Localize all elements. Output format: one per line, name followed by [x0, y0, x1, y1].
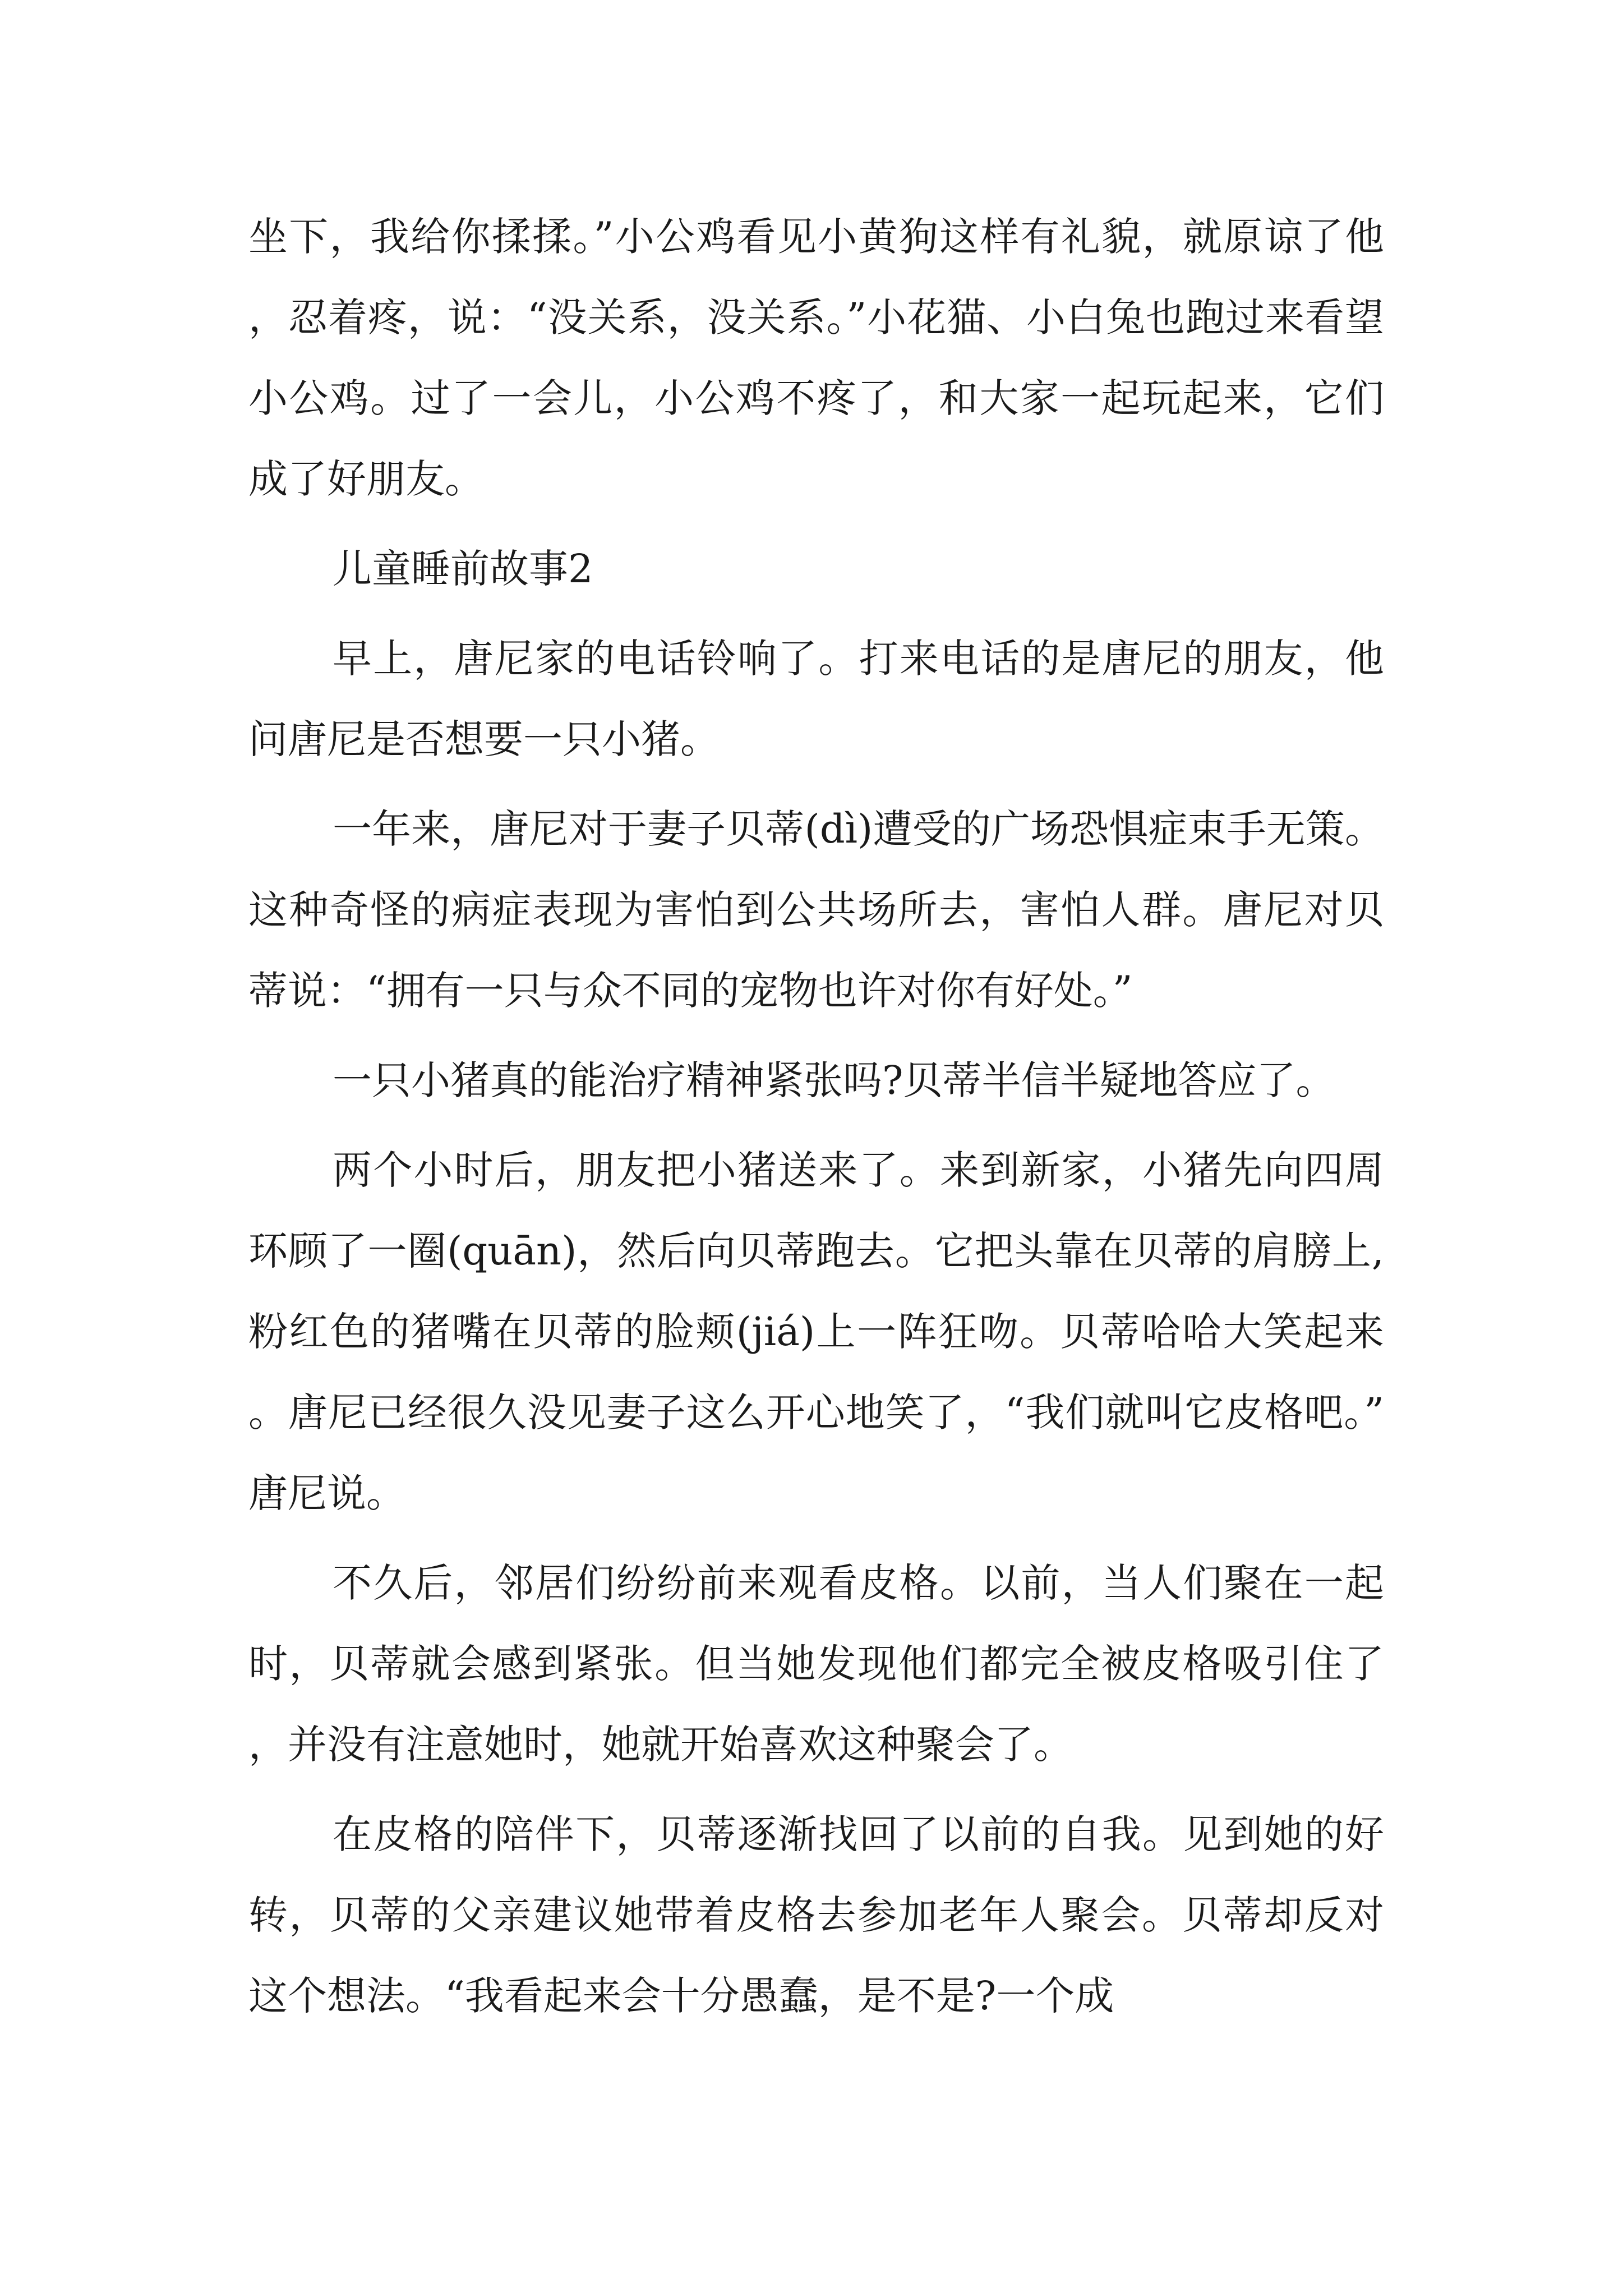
paragraph: 不久后，邻居们纷纷前来观看皮格。以前，当人们聚在一起时，贝蒂就会感到紧张。但当她发现他们都完全被皮格吸引住了，并没有注意她时，她就开始喜欢这种聚会了。 [248, 1560, 1384, 1768]
paragraph-continued: 坐下，我给你揉揉。”小公鸡看见小黄狗这样有礼貌，就原谅了他，忍着疼，说：“没关系，没关系。”小花猫、小白兔也跑过来看望小公鸡。过了一会儿，小公鸡不疼了，和大家一起玩起来，它们成了好朋友。 [248, 214, 1384, 502]
paragraph: 一年来，唐尼对于妻子贝蒂(dì)遭受的广场恐惧症束手无策。这种奇怪的病症表现为害怕到公共场所去，害怕人群。唐尼对贝蒂说：“拥有一只与众不同的宠物也许对你有好处。” [248, 806, 1384, 1014]
paragraph: 一只小猪真的能治疗精神紧张吗?贝蒂半信半疑地答应了。 [333, 1057, 1335, 1103]
story-heading: 儿童睡前故事2 [333, 546, 593, 592]
paragraph: 早上，唐尼家的电话铃响了。打来电话的是唐尼的朋友，他问唐尼是否想要一只小猪。 [248, 636, 1384, 762]
document-body [248, 196, 1384, 2045]
paragraph: 在皮格的陪伴下，贝蒂逐渐找回了以前的自我。见到她的好转，贝蒂的父亲建议她带着皮格去参加老年人聚会。贝蒂却反对这个想法。“我看起来会十分愚蠢，是不是?一个成 [248, 1811, 1384, 2019]
paragraph: 两个小时后，朋友把小猪送来了。来到新家，小猪先向四周环顾了一圈(quān)，然后向贝蒂跑去。它把头靠在贝蒂的肩膀上,粉红色的猪嘴在贝蒂的脸颊(jiá)上一阵狂吻。贝蒂哈哈大笑起来。唐尼已经很久没见妻子这么开心地笑了，“我们就叫它皮格吧。”唐尼说。 [248, 1147, 1384, 1516]
